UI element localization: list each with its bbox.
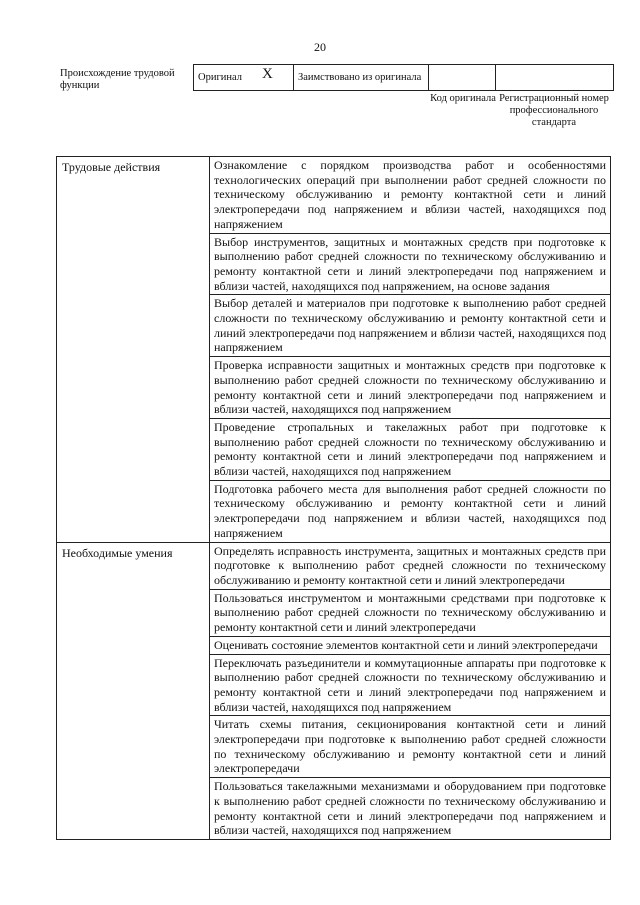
- borrowed-cell: Заимствовано из оригинала: [294, 65, 429, 91]
- original-label: Оригинал: [198, 72, 242, 83]
- original-cell: [194, 65, 294, 91]
- section-item: Переключать разъединители и коммутационные аппараты при подготовке к выполнению работ средней сложности по техническому обслуживанию и ремонту контактной сети и линий электропередачи под напряжением и вблизи частей, находящихся под напряжением: [210, 654, 611, 716]
- section-item: Определять исправность инструмента, защитных и монтажных средств при подготовке к выполнению работ средней сложности по техническому обслуживанию и ремонту контактной сети и линий электропередачи: [210, 542, 611, 589]
- original-mark: X: [262, 66, 273, 82]
- section-label: Необходимые умения: [57, 542, 210, 839]
- section-item: Читать схемы питания, секционирования контактной сети и линий электропередачи при подготовке к выполнению работ средней сложности по техническому обслуживанию и ремонту контактной сети и линий электропередачи: [210, 716, 611, 778]
- function-table-body: [57, 157, 611, 840]
- reg-number-cell: [496, 65, 614, 91]
- table-row: [57, 542, 611, 589]
- code-caption: Код оригинала: [430, 93, 496, 104]
- section-item: Ознакомление с порядком производства работ и особенностями технологических операций при выполнении работ средней сложности по техническому обслуживанию и ремонту контактной сети и линий электропередачи под напряжением и вблизи частей, находящихся под напряжением: [210, 157, 611, 234]
- section-item: Проведение стропальных и такелажных работ при подготовке к выполнению работ средней сложности по техническому обслуживанию и ремонту контактной сети и линий электропередачи под напряжением и вблизи частей, находящихся под напряжением: [210, 418, 611, 480]
- function-table: [56, 156, 611, 840]
- origin-table: [193, 64, 614, 91]
- section-item: Выбор деталей и материалов при подготовке к выполнению работ средней сложности по техническому обслуживанию и ремонту контактной сети и линий электропередачи под напряжением и вблизи частей, находящихся под напряжением: [210, 295, 611, 357]
- section-item: Пользоваться такелажными механизмами и оборудованием при подготовке к выполнению работ средней сложности по техническому обслуживанию и ремонту контактной сети и линий электропередачи под напряжением и вблизи частей, находящихся под напряжением: [210, 778, 611, 840]
- section-item: Выбор инструментов, защитных и монтажных средств при подготовке к выполнению работ средней сложности по техническому обслуживанию и ремонту контактной сети и линий электропередачи под напряжением и вблизи частей, находящихся под напряжением, на основе задания: [210, 233, 611, 295]
- section-item: Проверка исправности защитных и монтажных средств при подготовке к выполнению работ средней сложности по техническому обслуживанию и ремонту контактной сети и линий электропередачи под напряжением и вблизи частей, находящихся под напряжением: [210, 357, 611, 419]
- reg-number-caption: Регистрационный номер профессионального стандарта: [499, 93, 609, 128]
- section-item: Подготовка рабочего места для выполнения работ средней сложности по техническому обслуживанию и ремонту контактной сети и линий электропередачи под напряжением и вблизи частей, находящихся под напряжением: [210, 480, 611, 542]
- code-cell: [429, 65, 496, 91]
- page-number: 20: [314, 40, 326, 54]
- section-label: Трудовые действия: [57, 157, 210, 543]
- table-row: [57, 157, 611, 234]
- section-item: Оценивать состояние элементов контактной сети и линий электропередачи: [210, 636, 611, 654]
- origin-label: Происхождение трудовой функции: [60, 68, 175, 91]
- section-item: Пользоваться инструментом и монтажными средствами при подготовке к выполнению работ средней сложности по техническому обслуживанию и ремонту контактной сети и линий электропередачи: [210, 589, 611, 636]
